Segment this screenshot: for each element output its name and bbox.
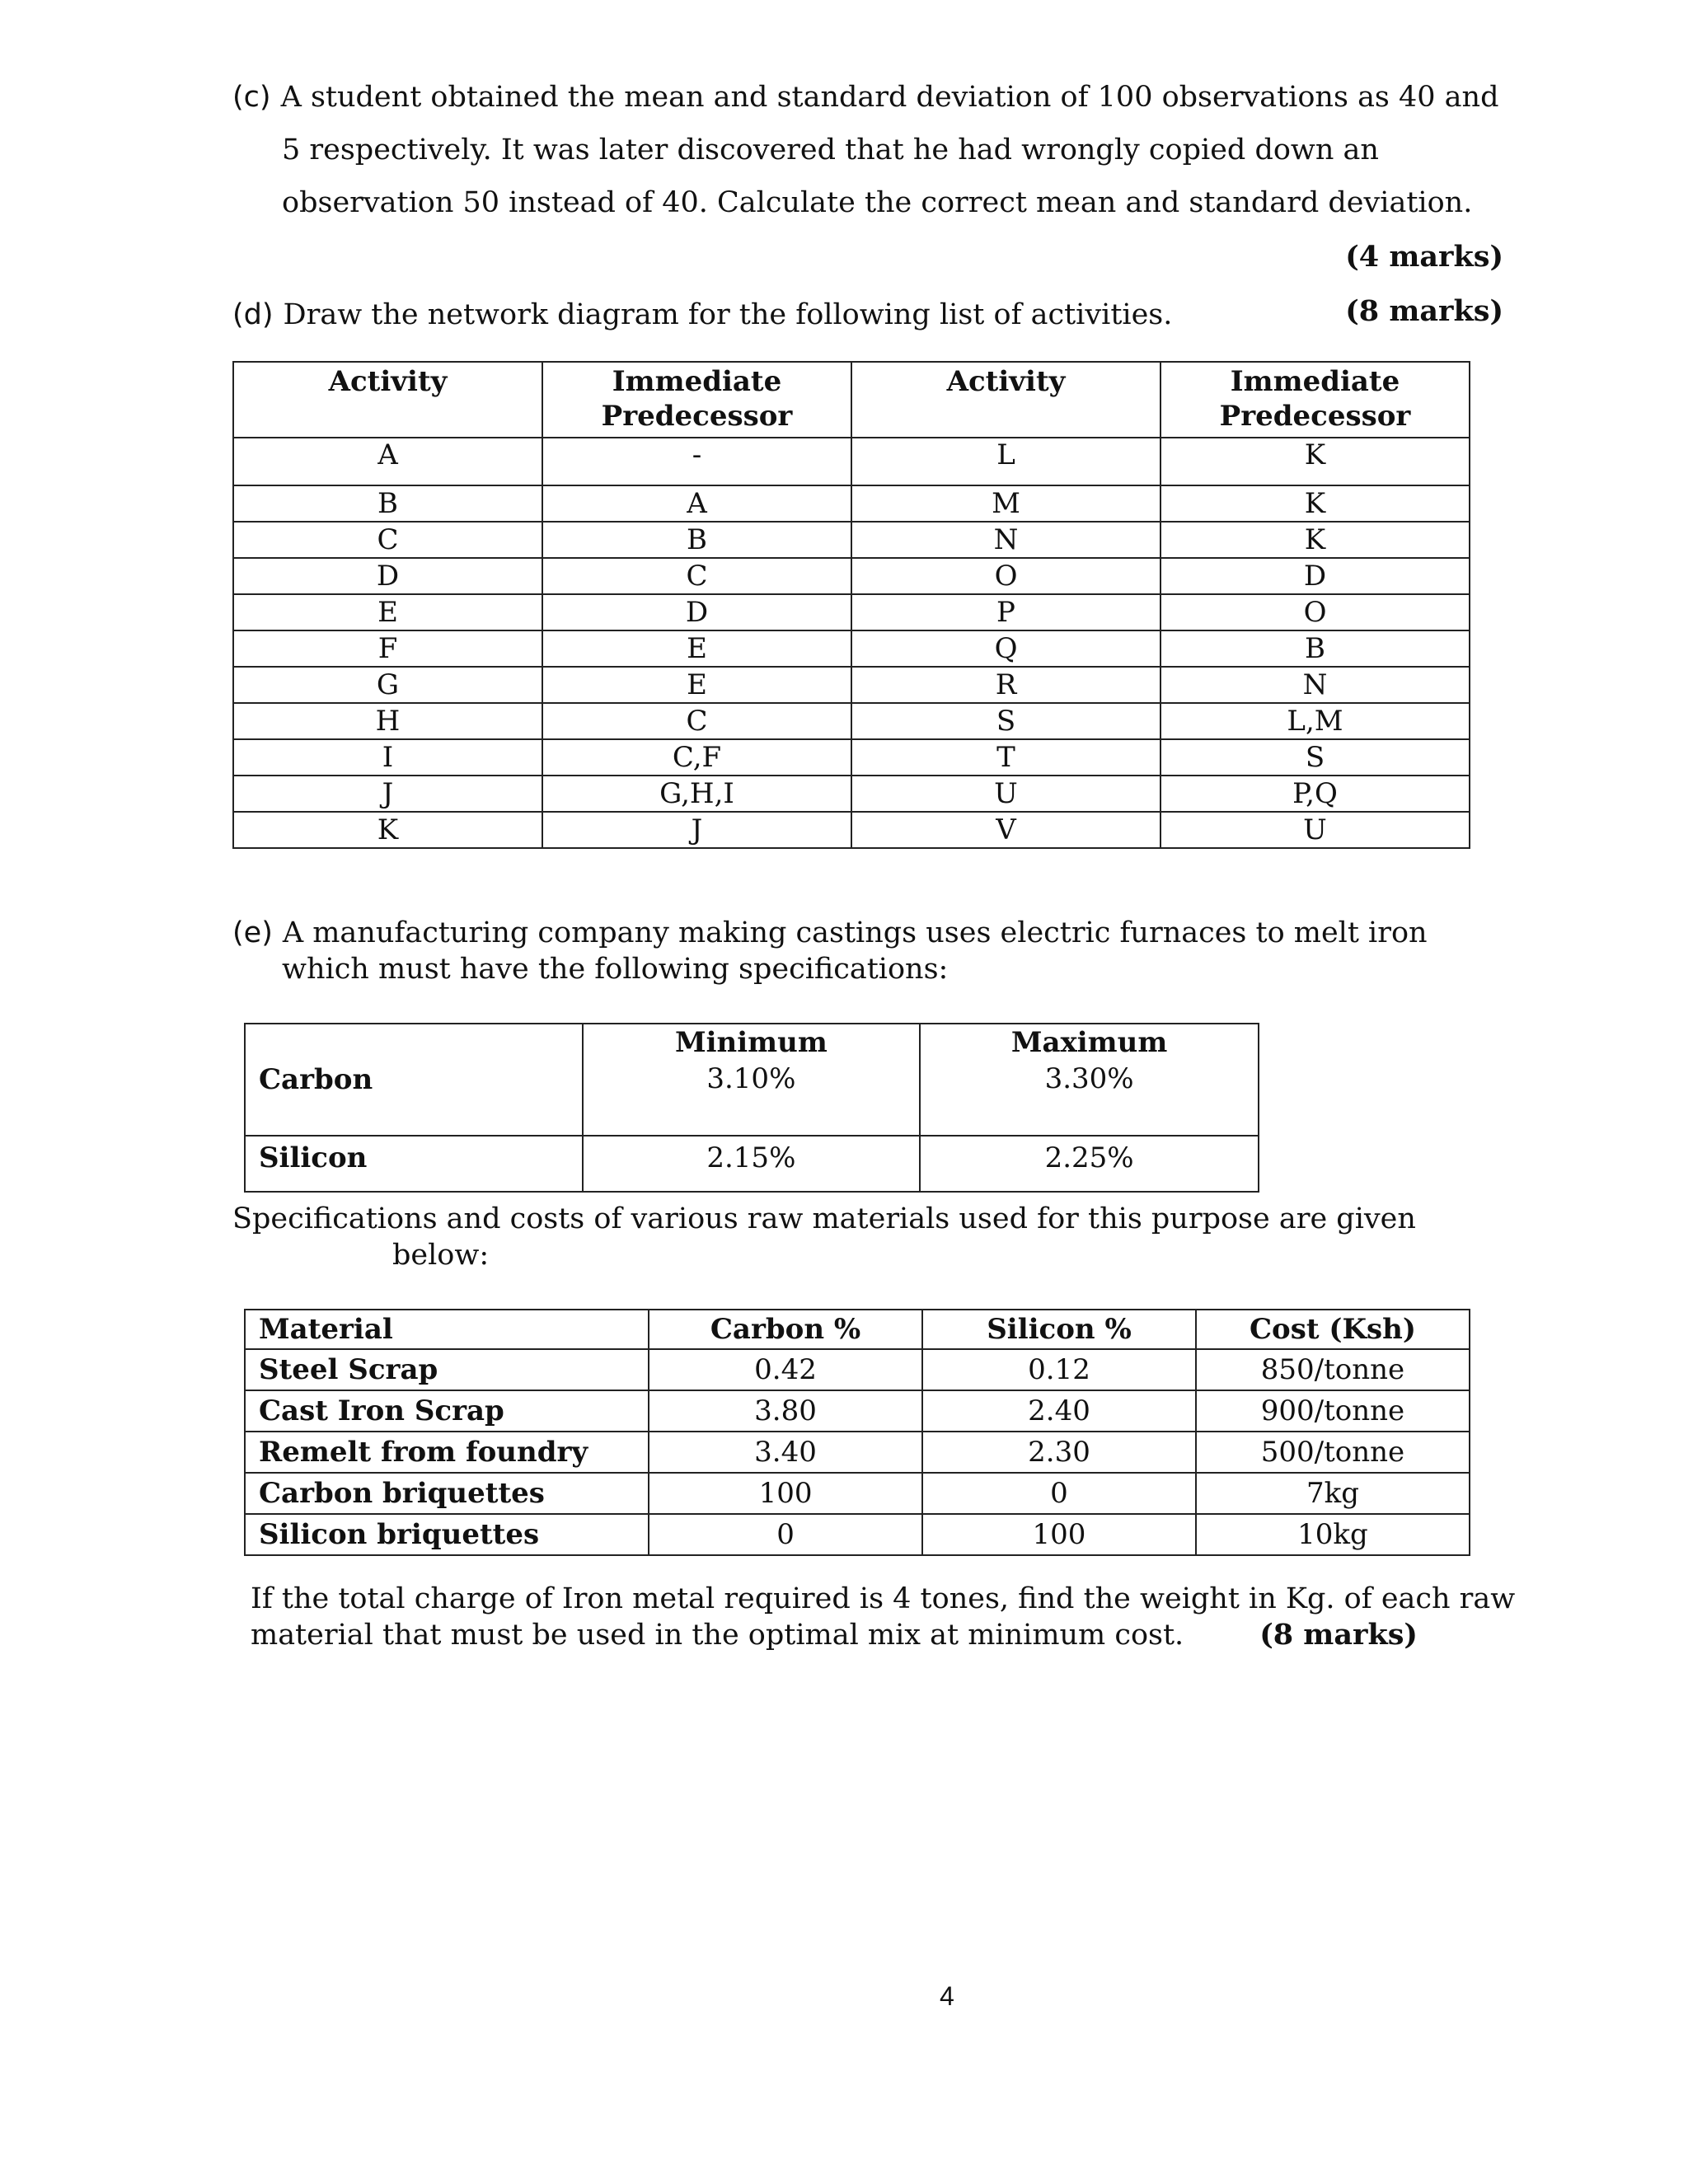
spec-header-minimum: Minimum (674, 1026, 828, 1059)
spec-carbon-min: 3.10% (706, 1062, 796, 1095)
materials-header-carbon: Carbon % (649, 1310, 922, 1349)
activity-cell: E (233, 594, 542, 630)
cost: 900/tonne (1196, 1390, 1470, 1432)
predecessor-cell: B (1160, 630, 1470, 667)
material-name: Remelt from foundry (245, 1432, 649, 1473)
activity-cell: L (851, 438, 1160, 485)
materials-header-silicon: Silicon % (922, 1310, 1196, 1349)
predecessor-cell: E (542, 667, 851, 703)
activity-cell: O (851, 558, 1160, 594)
part-c-marks: (4 marks) (1345, 240, 1503, 274)
material-row (245, 1349, 1470, 1390)
part-e-question (232, 915, 1518, 987)
predecessor-cell: G,H,I (542, 776, 851, 812)
activity-cell: G (233, 667, 542, 703)
activity-cell: H (233, 703, 542, 739)
activity-cell: U (851, 776, 1160, 812)
activities-table (232, 361, 1470, 849)
activity-row (233, 739, 1470, 776)
spec-row-carbon (245, 1024, 1259, 1136)
material-row (245, 1390, 1470, 1432)
activity-row (233, 594, 1470, 630)
materials-table (244, 1309, 1470, 1556)
predecessor-cell: K (1160, 522, 1470, 558)
specifications-table (244, 1023, 1259, 1193)
predecessor-cell: C (542, 703, 851, 739)
activity-row (233, 776, 1470, 812)
activity-row (233, 812, 1470, 848)
predecessor-cell: C,F (542, 739, 851, 776)
activity-cell: J (233, 776, 542, 812)
spec-row-name: Silicon (259, 1141, 368, 1174)
activity-cell: C (233, 522, 542, 558)
cost: 500/tonne (1196, 1432, 1470, 1473)
spec-carbon-max: 3.30% (1044, 1062, 1134, 1095)
material-row (245, 1473, 1470, 1514)
predecessor-cell: P,Q (1160, 776, 1470, 812)
materials-intro-1: Specifications and costs of various raw materials used for this purpose are given (232, 1202, 1416, 1235)
part-c-line-1 (232, 71, 1518, 124)
carbon-percent: 3.40 (649, 1432, 922, 1473)
materials-intro (232, 1201, 1518, 1273)
header-activity-2: Activity (851, 362, 1160, 438)
page-number: 4 (940, 1981, 954, 2011)
activity-cell: F (233, 630, 542, 667)
predecessor-cell: D (542, 594, 851, 630)
predecessor-cell: O (1160, 594, 1470, 630)
predecessor-cell: N (1160, 667, 1470, 703)
predecessor-cell: K (1160, 438, 1470, 485)
materials-header-cost: Cost (Ksh) (1196, 1310, 1470, 1349)
activity-cell: R (851, 667, 1160, 703)
part-c-text-1: A student obtained the mean and standard deviation of 100 observations as 40 and (280, 81, 1499, 114)
material-name: Carbon briquettes (245, 1473, 649, 1514)
activity-cell: T (851, 739, 1160, 776)
activity-cell: P (851, 594, 1160, 630)
activity-cell: S (851, 703, 1160, 739)
predecessor-cell: L,M (1160, 703, 1470, 739)
activity-cell: K (233, 812, 542, 848)
carbon-percent: 100 (649, 1473, 922, 1514)
predecessor-cell: - (542, 438, 851, 485)
silicon-percent: 0 (922, 1473, 1196, 1514)
header-predecessor-2: Immediate Predecessor (1160, 362, 1470, 438)
spec-silicon-max: 2.25% (920, 1136, 1259, 1192)
predecessor-cell: C (542, 558, 851, 594)
silicon-percent: 2.30 (922, 1432, 1196, 1473)
materials-intro-2: below: (392, 1239, 490, 1272)
part-c (232, 71, 1518, 229)
predecessor-cell: J (542, 812, 851, 848)
optimal-mix-question (251, 1581, 1536, 1653)
cost: 850/tonne (1196, 1349, 1470, 1390)
part-d-question (232, 288, 1304, 341)
part-e-marks: (8 marks) (1259, 1618, 1418, 1652)
spec-header-maximum: Maximum (1010, 1026, 1168, 1059)
predecessor-cell: S (1160, 739, 1470, 776)
activity-row (233, 703, 1470, 739)
carbon-percent: 3.80 (649, 1390, 922, 1432)
part-e-text-2: which must have the following specifications: (282, 953, 949, 986)
activity-row (233, 558, 1470, 594)
activity-cell: N (851, 522, 1160, 558)
predecessor-cell: A (542, 485, 851, 522)
part-d-marks: (8 marks) (1345, 294, 1503, 328)
part-c-line-2: 5 respectively. It was later discovered that he had wrongly copied down an (282, 134, 1379, 166)
activity-cell: B (233, 485, 542, 522)
part-e-text-1: A manufacturing company making castings uses electric furnaces to melt iron (282, 916, 1428, 949)
silicon-percent: 100 (922, 1514, 1196, 1555)
materials-header-row (245, 1310, 1470, 1349)
activity-cell: M (851, 485, 1160, 522)
spec-row-name: Carbon (259, 1063, 373, 1096)
activity-row (233, 485, 1470, 522)
carbon-percent: 0 (649, 1514, 922, 1555)
material-row (245, 1432, 1470, 1473)
silicon-percent: 2.40 (922, 1390, 1196, 1432)
part-d-label: (d) (232, 298, 274, 331)
material-name: Silicon briquettes (245, 1514, 649, 1555)
activities-header-row (233, 362, 1470, 438)
material-name: Cast Iron Scrap (245, 1390, 649, 1432)
activity-cell: A (233, 438, 542, 485)
predecessor-cell: K (1160, 485, 1470, 522)
optimal-mix-line-1: If the total charge of Iron metal required is 4 tones, find the weight in Kg. of each raw (251, 1582, 1516, 1615)
part-c-label: (c) (232, 81, 271, 114)
silicon-percent: 0.12 (922, 1349, 1196, 1390)
predecessor-cell: D (1160, 558, 1470, 594)
activity-row (233, 522, 1470, 558)
spec-silicon-min: 2.15% (583, 1136, 921, 1192)
cost: 7kg (1196, 1473, 1470, 1514)
activity-row (233, 630, 1470, 667)
activity-row (233, 438, 1470, 485)
activity-cell: D (233, 558, 542, 594)
material-name: Steel Scrap (245, 1349, 649, 1390)
cost: 10kg (1196, 1514, 1470, 1555)
spec-row-silicon (245, 1136, 1259, 1192)
predecessor-cell: B (542, 522, 851, 558)
activity-cell: V (851, 812, 1160, 848)
materials-header-material: Material (245, 1310, 649, 1349)
activity-cell: Q (851, 630, 1160, 667)
predecessor-cell: U (1160, 812, 1470, 848)
header-activity-1: Activity (233, 362, 542, 438)
part-e-label: (e) (232, 916, 273, 949)
material-row (245, 1514, 1470, 1555)
header-predecessor-1: Immediate Predecessor (542, 362, 851, 438)
part-d-text: Draw the network diagram for the following list of activities. (283, 298, 1173, 331)
part-c-line-3: observation 50 instead of 40. Calculate the correct mean and standard deviation. (282, 186, 1473, 219)
activity-cell: I (233, 739, 542, 776)
predecessor-cell: E (542, 630, 851, 667)
activity-row (233, 667, 1470, 703)
optimal-mix-line-2: material that must be used in the optimal mix at minimum cost. (251, 1619, 1184, 1652)
carbon-percent: 0.42 (649, 1349, 922, 1390)
